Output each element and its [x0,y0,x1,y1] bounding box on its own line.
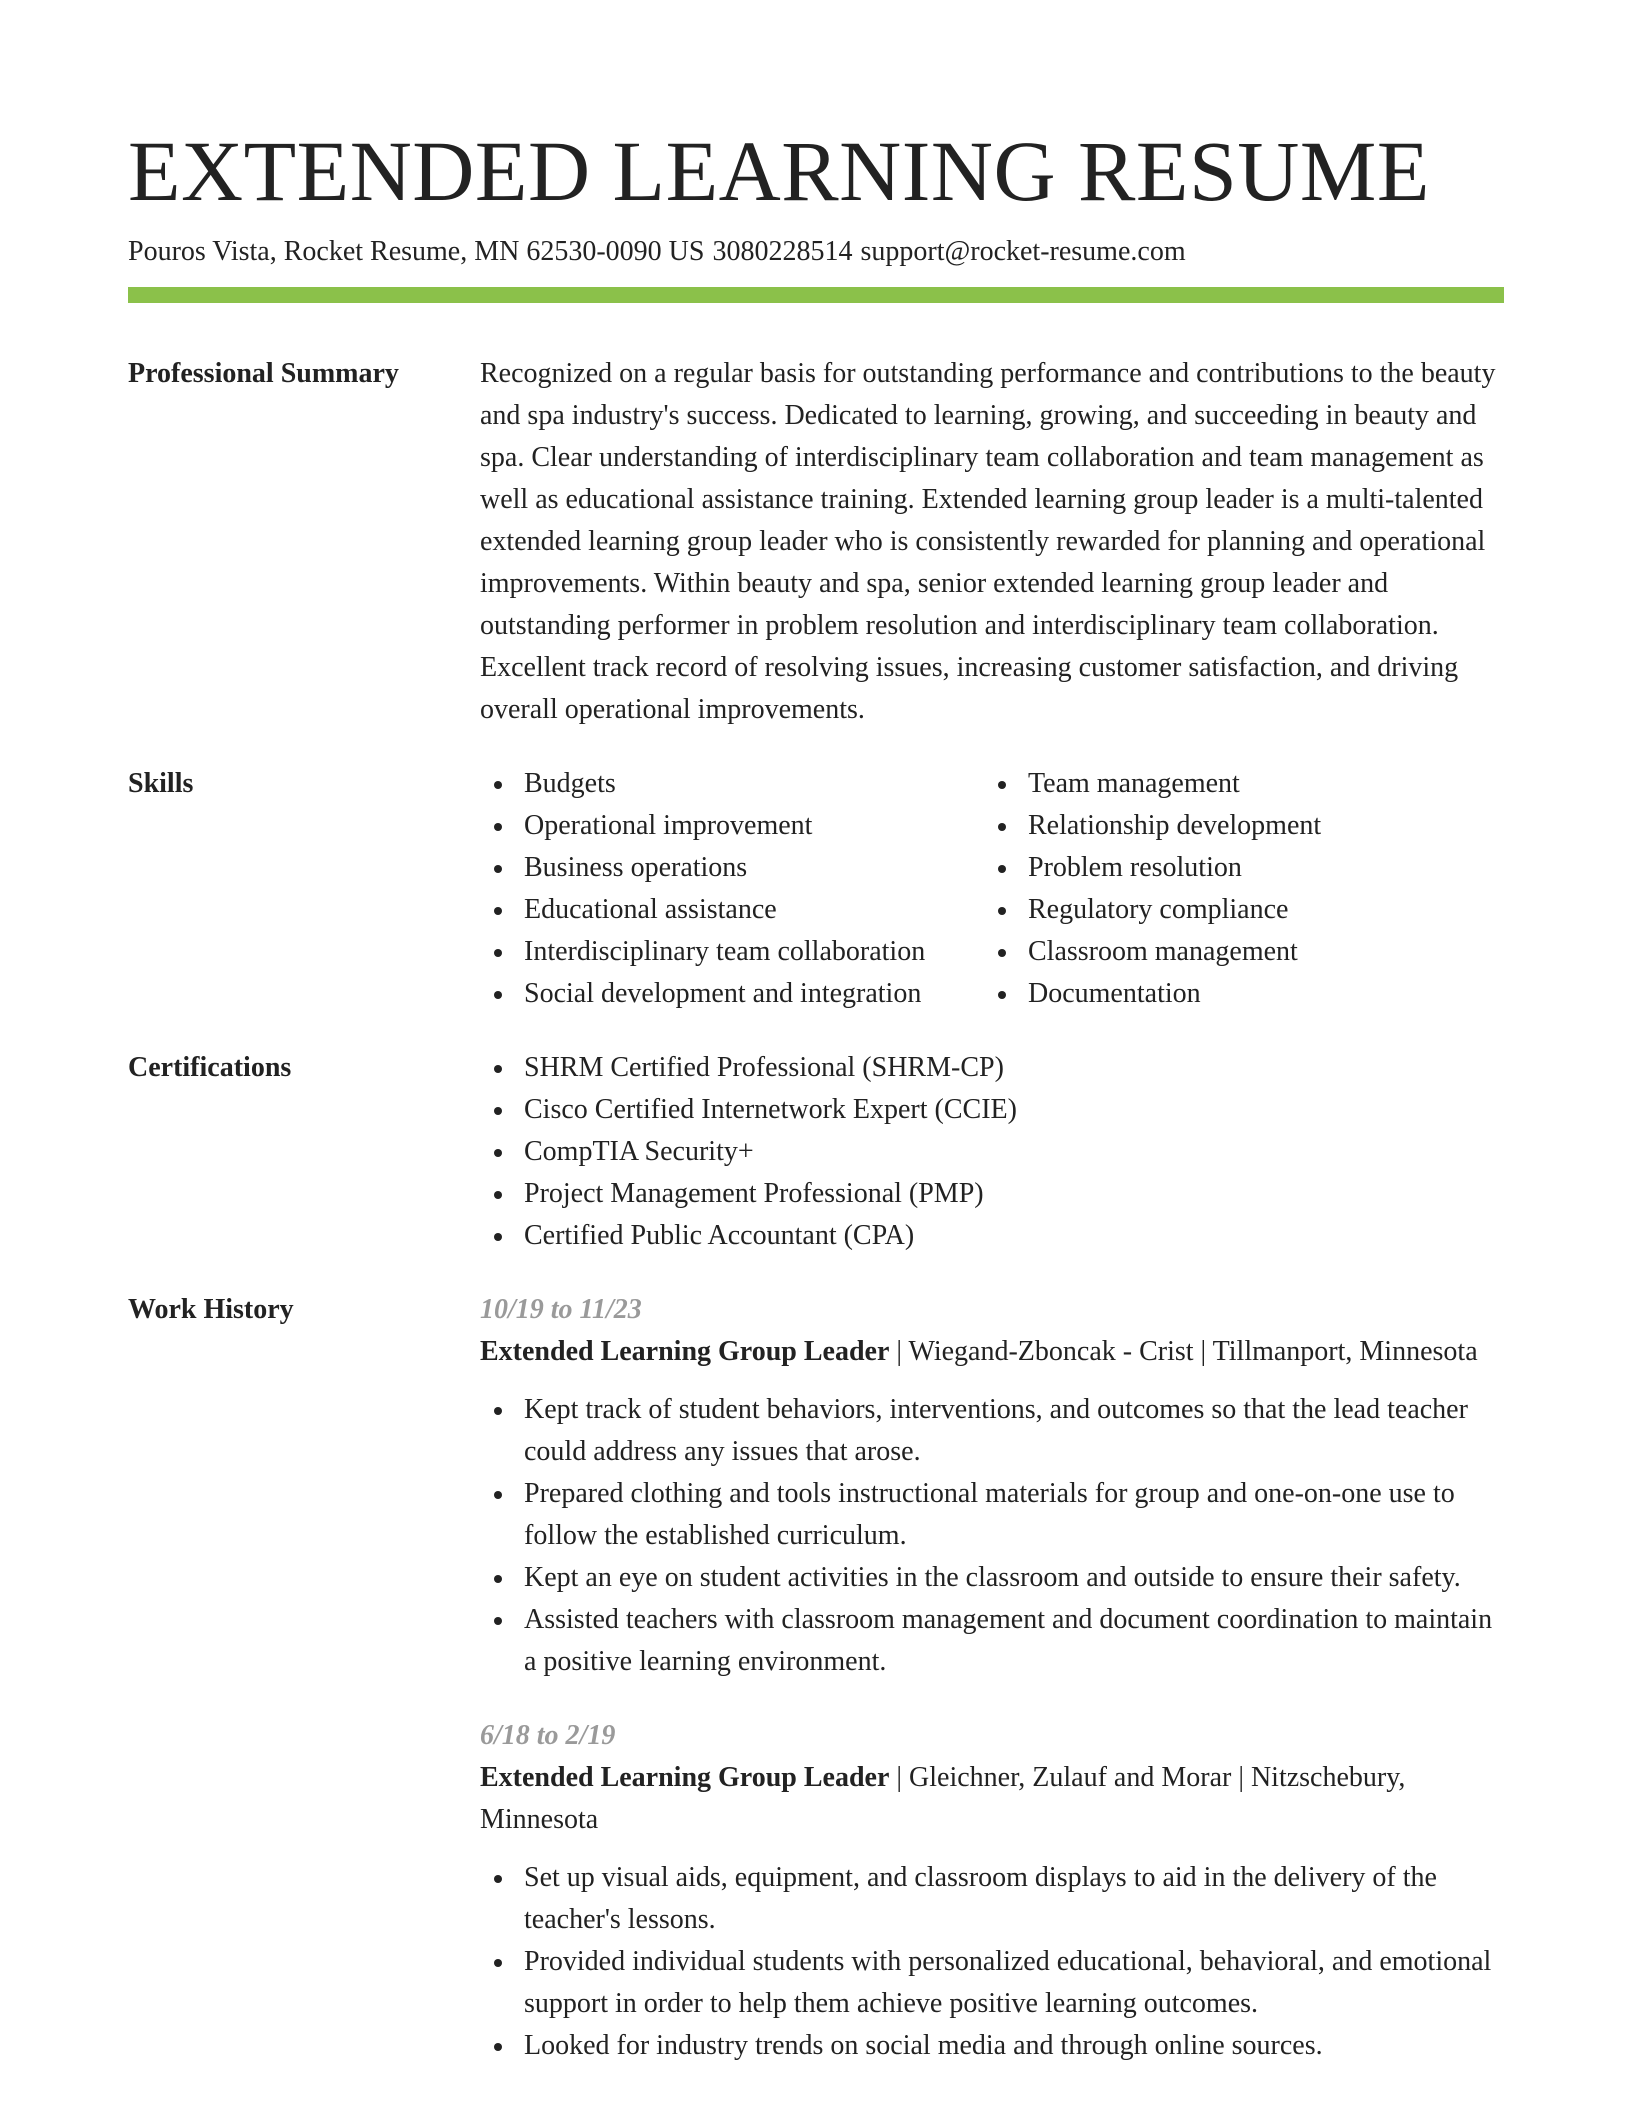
bullet-icon [494,1065,502,1073]
skill-item: Business operations [480,847,984,889]
job-duty: Kept an eye on student activities in the classroom and outside to ensure their safety. [480,1557,1504,1599]
bullet-icon [494,865,502,873]
work-history-section [128,1289,1504,2067]
job-duties [480,1389,1504,1683]
summary-text: Recognized on a regular basis for outstanding performance and contributions to the beauty and spa industry's success. Dedicated to learning, growing, and succeeding in beauty and spa. Clear understanding of interdisciplinary team collaboration and team management as well as educational assistance training. Extended learning group leader is a multi-talented extended learning group leader who is consistently rewarded for planning and operational improvements. Within beauty and spa, senior extended learning group leader and outstanding performer in problem resolution and interdisciplinary team collaboration. Excellent track record of resolving issues, increasing customer satisfaction, and driving overall operational improvements. [480,358,1496,725]
resume-name: EXTENDED LEARNING RESUME [128,123,1430,219]
skills-section [128,763,1504,1015]
bullet-icon [494,1107,502,1115]
job-company: Gleichner, Zulauf and Morar [909,1762,1232,1793]
work-history-body [480,1289,1504,2067]
job-duty: Kept track of student behaviors, interventions, and outcomes so that the lead teacher could address any issues that arose. [480,1389,1504,1473]
bullet-icon [494,2043,502,2051]
bullet-icon [494,1407,502,1415]
bullet-icon [998,991,1006,999]
job-duty: Looked for industry trends on social media and through online sources. [480,2025,1504,2067]
skill-item: Regulatory compliance [984,889,1488,931]
accent-divider [128,287,1504,303]
bullet-icon [494,1233,502,1241]
job-dates: 6/18 to 2/19 [480,1720,616,1751]
skill-item: Relationship development [984,805,1488,847]
bullet-icon [998,865,1006,873]
contact-phone: 3080228514 [712,236,853,267]
bullet-icon [494,907,502,915]
contact-line [128,235,1504,269]
bullet-icon [494,1149,502,1157]
summary-section [128,353,1504,731]
skill-item: Educational assistance [480,889,984,931]
certification-item: SHRM Certified Professional (SHRM-CP) [480,1047,1504,1089]
certifications-section [128,1047,1504,1257]
certification-item: Certified Public Accountant (CPA) [480,1215,1504,1257]
bullet-icon [494,949,502,957]
skill-item: Problem resolution [984,847,1488,889]
resume-page [128,0,1504,2067]
job-duty: Set up visual aids, equipment, and classroom displays to aid in the delivery of the teacher's lessons. [480,1857,1504,1941]
bullet-icon [494,991,502,999]
bullet-icon [494,781,502,789]
skill-item: Social development and integration [480,973,984,1015]
job-duty: Provided individual students with personalized educational, behavioral, and emotional support in order to help them achieve positive learning outcomes. [480,1941,1504,2025]
job-separator: | [896,1336,903,1367]
job-title: Extended Learning Group Leader [480,1762,890,1793]
certifications-heading: Certifications [128,1052,292,1083]
skills-column-left [480,763,984,1015]
certification-item: CompTIA Security+ [480,1131,1504,1173]
skill-item: Budgets [480,763,984,805]
job-header [480,1757,1504,1841]
job-entry [480,1715,1504,2067]
summary-heading: Professional Summary [128,358,399,389]
job-entry [480,1289,1504,1683]
work-history-heading: Work History [128,1294,294,1325]
skill-item: Operational improvement [480,805,984,847]
bullet-icon [998,823,1006,831]
bullet-icon [998,949,1006,957]
bullet-icon [494,823,502,831]
bullet-icon [494,1875,502,1883]
skill-item: Classroom management [984,931,1488,973]
job-location: Nitzschebury, Minnesota [480,1762,1406,1835]
job-separator: | [896,1762,903,1793]
job-duty: Assisted teachers with classroom management and document coordination to maintain a positive learning environment. [480,1599,1504,1683]
skill-item: Team management [984,763,1488,805]
skill-item: Interdisciplinary team collaboration [480,931,984,973]
job-header [480,1331,1504,1373]
skills-list [480,763,1504,1015]
bullet-icon [494,1617,502,1625]
job-location: Tillmanport, Minnesota [1212,1336,1478,1367]
bullet-icon [998,907,1006,915]
bullet-icon [494,1191,502,1199]
skills-heading: Skills [128,768,194,799]
job-separator: | [1200,1336,1207,1367]
skills-column-right [984,763,1488,1015]
job-dates: 10/19 to 11/23 [480,1294,642,1325]
certifications-body [480,1047,1504,1257]
bullet-icon [494,1491,502,1499]
job-company: Wiegand-Zboncak - Crist [908,1336,1194,1367]
certifications-list [480,1047,1504,1257]
contact-address: Pouros Vista, Rocket Resume, MN 62530-0090 US [128,236,705,267]
job-duties [480,1857,1504,2067]
certification-item: Project Management Professional (PMP) [480,1173,1504,1215]
bullet-icon [998,781,1006,789]
bullet-icon [494,1959,502,1967]
contact-email: support@rocket-resume.com [860,236,1186,267]
job-title: Extended Learning Group Leader [480,1336,890,1367]
job-duty: Prepared clothing and tools instructional materials for group and one-on-one use to follow the established curriculum. [480,1473,1504,1557]
certification-item: Cisco Certified Internetwork Expert (CCIE) [480,1089,1504,1131]
skill-item: Documentation [984,973,1488,1015]
job-separator: | [1238,1762,1244,1793]
bullet-icon [494,1575,502,1583]
